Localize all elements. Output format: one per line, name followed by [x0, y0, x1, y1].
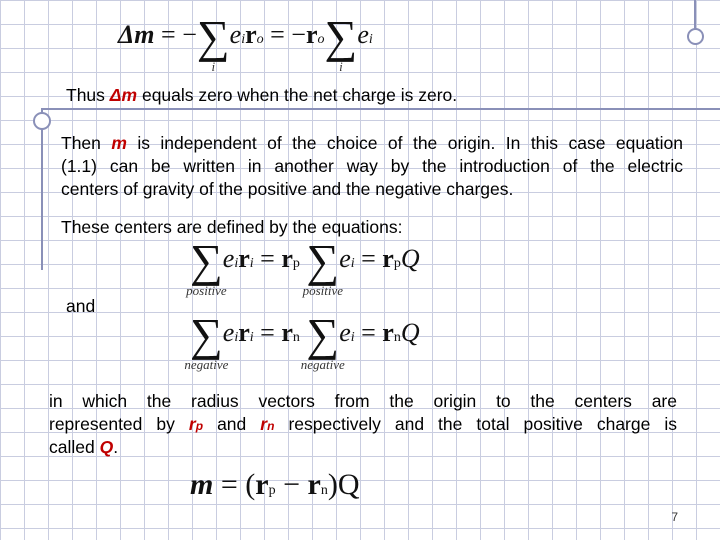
centers-paragraph: These centers are defined by the equations:	[61, 217, 403, 237]
equation-dipole-moment: m = (rp − rn)Q	[190, 468, 360, 501]
decorative-circle-top-right	[687, 28, 704, 45]
which-paragraph-line2: represented by rp and rn respectively and the total positive charge is	[49, 414, 677, 434]
then-paragraph-line2: (1.1) can be written in another way by the introduction of the electric	[61, 156, 683, 176]
decorative-rule-vertical	[41, 110, 43, 270]
then-paragraph-line3: centers of gravity of the positive and the negative charges.	[61, 179, 514, 199]
equation-positive-center: ∑ positive eiri = rp ∑ positive ei = rpQ	[186, 235, 420, 298]
decorative-rule-top-right	[694, 0, 696, 30]
equation-delta-m: Δm = −∑ i eiro = −ro∑ i ei	[118, 11, 373, 74]
and-label: and	[66, 296, 96, 316]
page-number: 7	[671, 510, 678, 524]
equation-negative-center: ∑ negative eiri = rn ∑ negative ei = rnQ	[184, 309, 420, 372]
which-paragraph: in which the radius vectors from the origin to the centers are	[49, 391, 677, 411]
thus-paragraph: Thus Δm equals zero when the net charge is zero.	[66, 85, 458, 105]
decorative-circle	[33, 112, 51, 130]
which-paragraph-line3: called Q.	[49, 437, 119, 457]
decorative-rule-horizontal	[41, 108, 720, 110]
then-paragraph: Then m is independent of the choice of the origin. In this case equation	[61, 133, 684, 153]
